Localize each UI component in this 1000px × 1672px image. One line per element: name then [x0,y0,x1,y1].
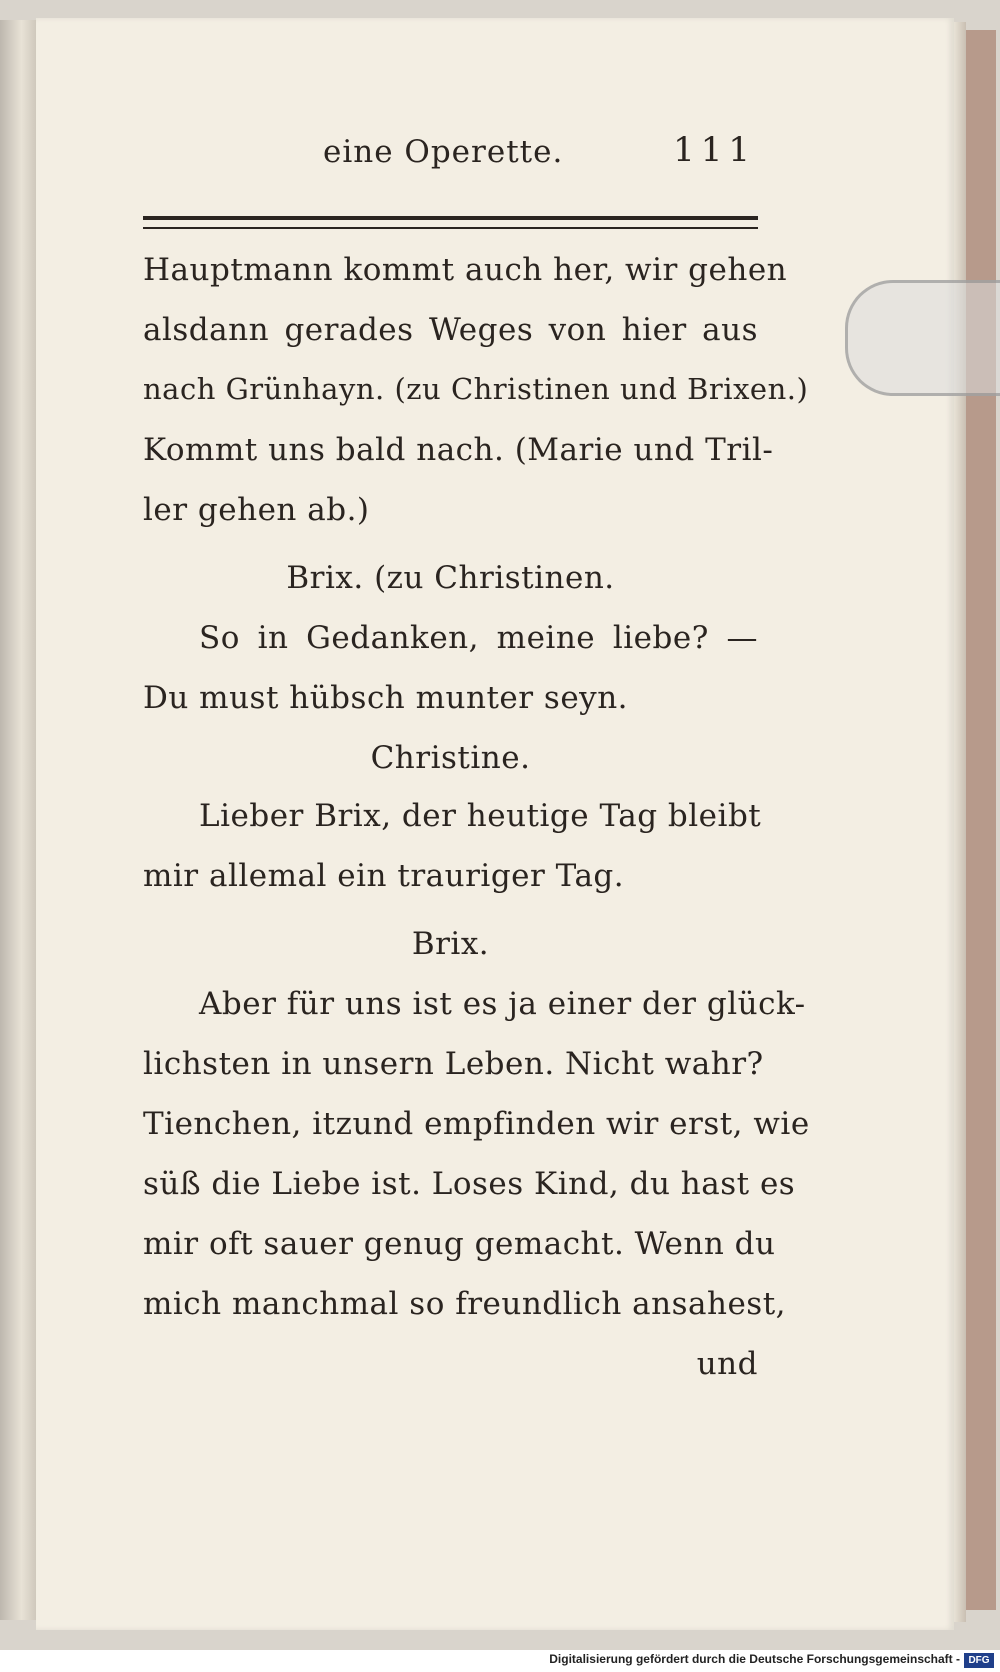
footer-bar [0,1650,1000,1672]
text-line: Tienchen, itzund empfinden wir erst, wie [143,1106,810,1142]
text-line: süß die Liebe ist. Loses Kind, du hast es [143,1166,796,1202]
text-line: lichsten in unsern Leben. Nicht wahr? [143,1046,764,1082]
right-page-edge [954,22,966,1622]
text-line: Aber für uns ist es ja einer der glück- [199,986,806,1022]
text-line: ler gehen ab.) [143,492,370,528]
text-line: Hauptmann kommt auch her, wir gehen [143,252,788,288]
text-line: Lieber Brix, der heutige Tag bleibt [199,798,762,834]
text-line: mir allemal ein trauriger Tag. [143,858,625,894]
catchword: und [696,1346,758,1382]
text-line: Du must hübsch munter seyn. [143,680,629,716]
text-line: Kommt uns bald nach. (Marie und Tril- [143,432,774,468]
speaker-name: Christine. [370,740,531,776]
left-page-edge [0,20,36,1620]
page-clip [845,280,1000,396]
page-header [143,120,758,180]
text-line: mir oft sauer genug gemacht. Wenn du [143,1226,776,1262]
text-line: alsdann gerades Weges von hier aus [143,312,758,348]
text-line: So in Gedanken, meine liebe? — [199,620,758,656]
dfg-logo: DFG [964,1653,994,1668]
book-cover-edge [966,30,996,1610]
text-line: mich manchmal so freundlich ansahest, [143,1286,787,1322]
header-rule [143,216,758,229]
page-number: 111 [673,130,756,170]
text-line: nach Grünhayn. (zu Christinen und Brixen.) [143,372,809,406]
running-title: eine Operette. [323,134,564,170]
speaker-name: Brix. [411,926,490,962]
funding-credit: Digitalisierung gefördert durch die Deutsche Forschungsgemeinschaft - [549,1652,960,1666]
speaker-line: Brix. (zu Christinen. [286,560,615,596]
